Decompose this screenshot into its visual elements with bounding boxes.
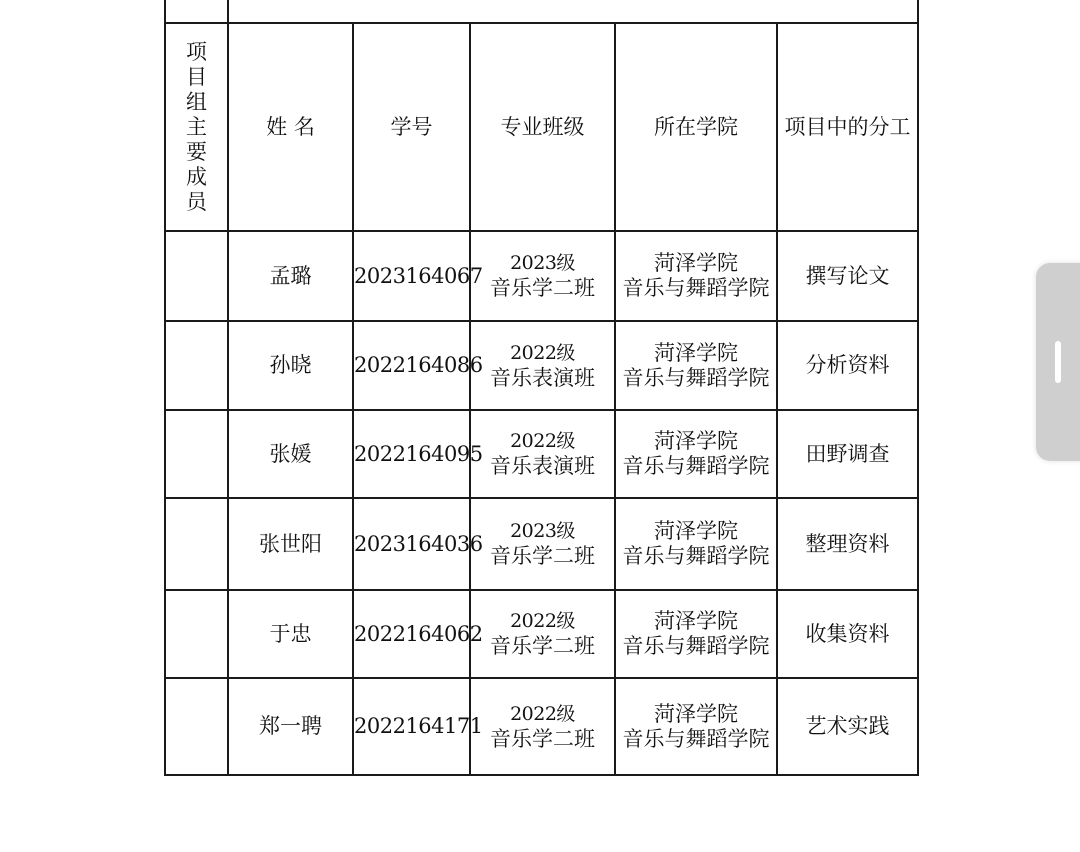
- member-college: 音乐与舞蹈学院: [622, 634, 770, 658]
- member-college: 音乐与舞蹈学院: [622, 544, 770, 568]
- member-id: 2022164095: [353, 410, 470, 498]
- empty-cell: [165, 590, 228, 678]
- member-role: 收集资料: [777, 590, 918, 678]
- member-name: 张媛: [228, 410, 353, 498]
- member-college-cell: [615, 590, 777, 678]
- empty-cell: [228, 0, 918, 23]
- member-school: 菏泽学院: [654, 701, 738, 726]
- member-class: 音乐表演班: [490, 365, 595, 390]
- member-college-cell: [615, 498, 777, 590]
- previous-section-row: [165, 0, 918, 23]
- table-row: [165, 410, 918, 498]
- member-class-cell: [470, 321, 615, 410]
- member-school: 菏泽学院: [654, 251, 738, 275]
- member-name: 于忠: [228, 590, 353, 678]
- member-college-cell: [615, 410, 777, 498]
- empty-cell: [165, 231, 228, 321]
- table-row: [165, 678, 918, 775]
- member-college-cell: [615, 231, 777, 321]
- member-id: 2022164086: [353, 321, 470, 410]
- member-college-cell: [615, 678, 777, 775]
- table-row: [165, 590, 918, 678]
- member-role: 分析资料: [777, 321, 918, 410]
- table-row: [165, 231, 918, 321]
- member-grade: 2022级: [510, 341, 575, 364]
- member-college: 音乐与舞蹈学院: [622, 726, 770, 751]
- header-major-class: 专业班级: [470, 23, 615, 231]
- member-grade: 2023级: [510, 520, 575, 542]
- member-name: 孙晓: [228, 321, 353, 410]
- member-class-cell: [470, 678, 615, 775]
- empty-cell: [165, 0, 228, 23]
- member-role: 田野调查: [777, 410, 918, 498]
- group-label: 项目组主要成员: [186, 39, 207, 214]
- member-name: 郑一聘: [228, 678, 353, 775]
- member-grade: 2022级: [510, 610, 575, 632]
- member-class: 音乐表演班: [490, 454, 595, 478]
- member-college-cell: [615, 321, 777, 410]
- member-class: 音乐学二班: [490, 544, 595, 568]
- empty-cell: [165, 498, 228, 590]
- member-college: 音乐与舞蹈学院: [622, 365, 770, 390]
- header-college: 所在学院: [615, 23, 777, 231]
- member-class: 音乐学二班: [490, 276, 595, 300]
- member-class-cell: [470, 590, 615, 678]
- member-grade: 2022级: [510, 430, 575, 452]
- member-school: 菏泽学院: [654, 429, 738, 453]
- member-name: 孟璐: [228, 231, 353, 321]
- header-student-id: 学号: [353, 23, 470, 231]
- member-id: 2023164067: [353, 231, 470, 321]
- header-row: [165, 23, 918, 231]
- members-table: [164, 0, 919, 776]
- member-name: 张世阳: [228, 498, 353, 590]
- member-school: 菏泽学院: [654, 519, 738, 543]
- member-school: 菏泽学院: [654, 340, 738, 365]
- member-class-cell: [470, 498, 615, 590]
- member-class-cell: [470, 231, 615, 321]
- header-name: 姓 名: [228, 23, 353, 231]
- table-row: [165, 321, 918, 410]
- member-grade: 2022级: [510, 702, 575, 725]
- header-role: 项目中的分工: [777, 23, 918, 231]
- empty-cell: [165, 678, 228, 775]
- member-id: 2022164171: [353, 678, 470, 775]
- member-class-cell: [470, 410, 615, 498]
- member-class: 音乐学二班: [490, 634, 595, 658]
- member-role: 整理资料: [777, 498, 918, 590]
- member-id: 2023164036: [353, 498, 470, 590]
- group-label-cell: [165, 23, 228, 231]
- empty-cell: [165, 410, 228, 498]
- member-college: 音乐与舞蹈学院: [622, 276, 770, 300]
- member-id: 2022164062: [353, 590, 470, 678]
- empty-cell: [165, 321, 228, 410]
- scroll-handle[interactable]: [1036, 263, 1080, 461]
- member-class: 音乐学二班: [490, 726, 595, 751]
- member-school: 菏泽学院: [654, 609, 738, 633]
- member-role: 艺术实践: [777, 678, 918, 775]
- table-row: [165, 498, 918, 590]
- member-college: 音乐与舞蹈学院: [622, 454, 770, 478]
- member-role: 撰写论文: [777, 231, 918, 321]
- member-grade: 2023级: [510, 252, 575, 274]
- grip-icon: [1055, 341, 1061, 383]
